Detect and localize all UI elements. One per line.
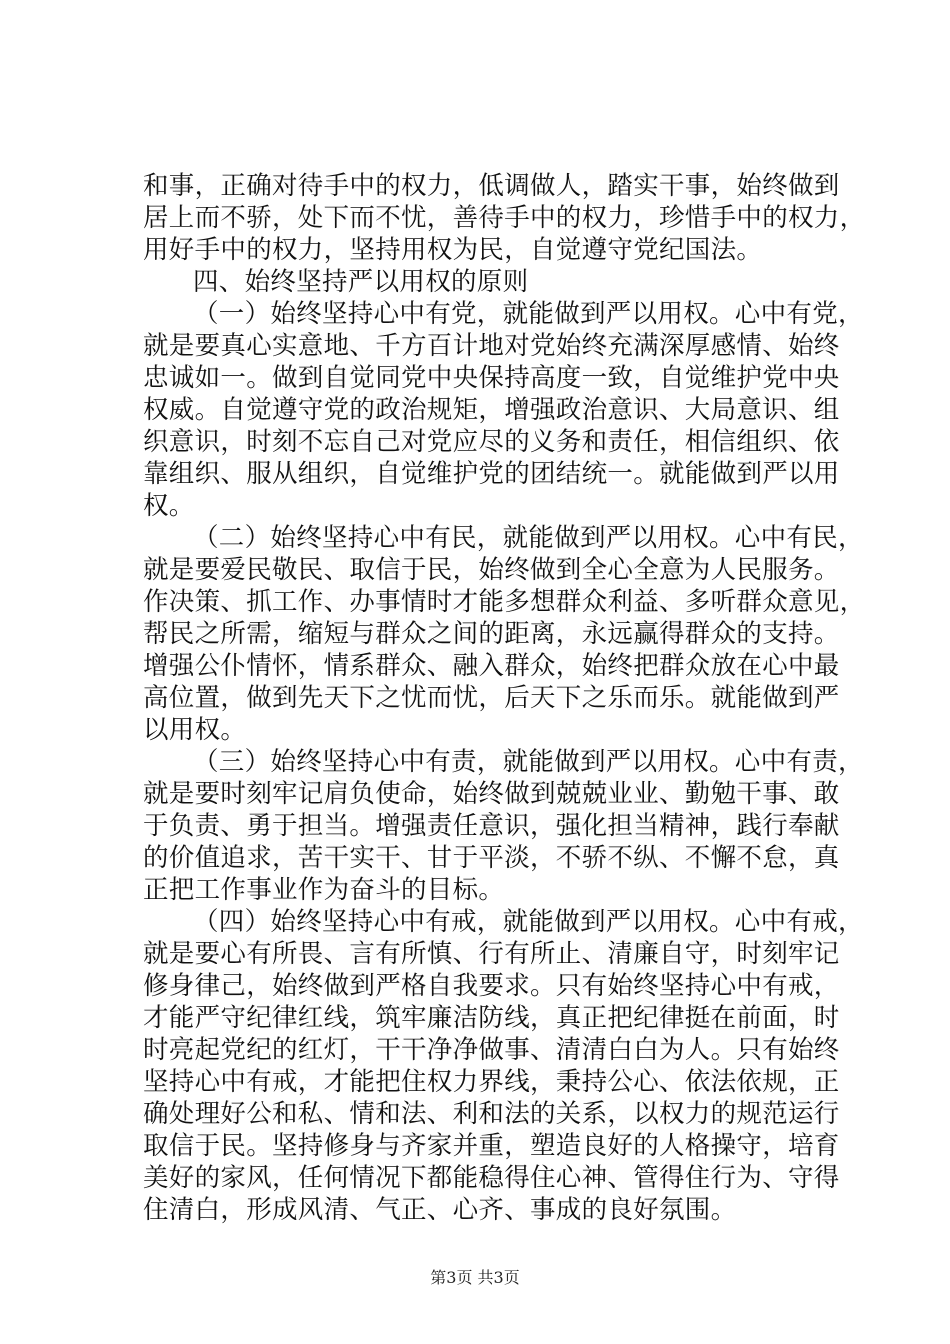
paragraph-first-line: （三）始终坚持心中有责，就能做到严以用权。心中有责，: [193, 747, 864, 777]
text-line: 高位置，做到先天下之忧而忧，后天下之乐而乐。就能做到严: [143, 683, 840, 713]
text-line: 坚持心中有戒，才能把住权力界线，秉持公心、依法依规，正: [143, 1067, 840, 1097]
text-line: 时亮起党纪的红灯，干干净净做事、清清白白为人。只有始终: [143, 1035, 840, 1065]
text-line: 帮民之所需，缩短与群众之间的距离，永远赢得群众的支持。: [143, 619, 840, 649]
page-footer: 第3页 共3页: [430, 1268, 520, 1287]
paragraph-first-line: （四）始终坚持心中有戒，就能做到严以用权。心中有戒，: [193, 907, 864, 937]
text-line: 就是要时刻牢记肩负使命，始终做到兢兢业业、勤勉干事、敢: [143, 779, 840, 809]
text-line: 才能严守纪律红线，筑牢廉洁防线，真正把纪律挺在前面，时: [143, 1003, 840, 1033]
text-line: 忠诚如一。做到自觉同党中央保持高度一致，自觉维护党中央: [143, 363, 840, 393]
text-line: 取信于民。坚持修身与齐家并重，塑造良好的人格操守，培育: [143, 1131, 840, 1161]
text-line: 就是要爱民敬民、取信于民，始终做到全心全意为人民服务。: [143, 555, 840, 585]
text-line: 用好手中的权力，坚持用权为民，自觉遵守党纪国法。: [143, 235, 763, 265]
text-line: 居上而不骄，处下而不忧，善待手中的权力，珍惜手中的权力，: [143, 203, 866, 233]
text-line: 织意识，时刻不忘自己对党应尽的义务和责任，相信组织、依: [143, 427, 840, 457]
text-line: 作决策、抓工作、办事情时才能多想群众利益、多听群众意见，: [143, 587, 866, 617]
text-line: 权。: [143, 491, 195, 521]
text-line: 住清白，形成风清、气正、心齐、事成的良好氛围。: [143, 1195, 737, 1225]
text-line: 以用权。: [143, 715, 247, 745]
text-line: 就是要心有所畏、言有所慎、行有所止、清廉自守，时刻牢记: [143, 939, 840, 969]
paragraph-first-line: （一）始终坚持心中有党，就能做到严以用权。心中有党，: [193, 299, 864, 329]
text-line: 确处理好公和私、情和法、利和法的关系，以权力的规范运行: [143, 1099, 840, 1129]
document-body: [143, 170, 866, 1226]
text-line: 权威。自觉遵守党的政治规矩，增强政治意识、大局意识、组: [143, 395, 840, 425]
text-line: 靠组织、服从组织，自觉维护党的团结统一。就能做到严以用: [143, 459, 840, 489]
text-line: 和事，正确对待手中的权力，低调做人，踏实干事，始终做到: [143, 171, 840, 201]
paragraph-first-line: （二）始终坚持心中有民，就能做到严以用权。心中有民，: [193, 523, 864, 553]
text-line: 于负责、勇于担当。增强责任意识，强化担当精神，践行奉献: [143, 811, 840, 841]
section-heading: 四、始终坚持严以用权的原则: [193, 267, 529, 297]
text-line: 正把工作事业作为奋斗的目标。: [143, 875, 505, 905]
text-line: 修身律己，始终做到严格自我要求。只有始终坚持心中有戒，: [143, 971, 840, 1001]
text-line: 增强公仆情怀，情系群众、融入群众，始终把群众放在心中最: [143, 651, 840, 681]
text-line: 的价值追求，苦干实干、甘于平淡，不骄不纵、不懈不怠，真: [143, 843, 840, 873]
text-line: 美好的家风，任何情况下都能稳得住心神、管得住行为、守得: [143, 1163, 840, 1193]
text-line: 就是要真心实意地、千方百计地对党始终充满深厚感情、始终: [143, 331, 840, 361]
